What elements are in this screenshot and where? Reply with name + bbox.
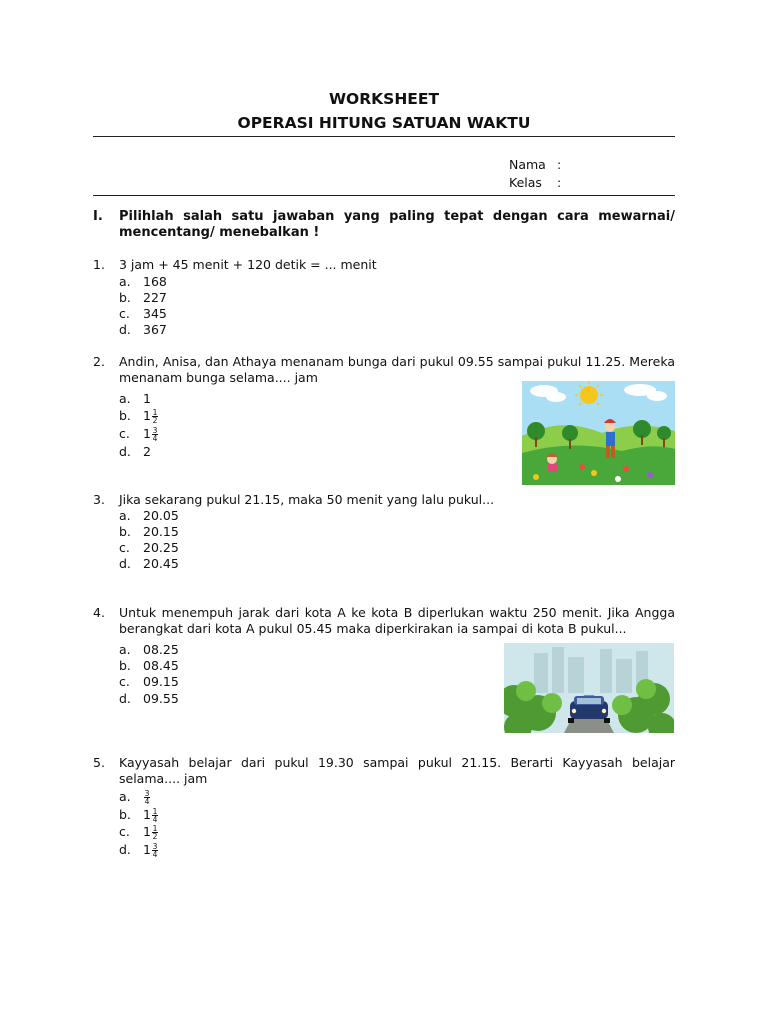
- option-whole: 1: [143, 408, 151, 423]
- option-b[interactable]: [119, 524, 179, 540]
- option-c[interactable]: [119, 540, 179, 556]
- section-number: I.: [93, 209, 103, 224]
- option-letter: b.: [119, 807, 131, 822]
- option-letter: c.: [119, 306, 130, 321]
- fraction-numerator: 1: [152, 408, 158, 417]
- option-d[interactable]: [119, 556, 179, 572]
- kelas-colon: :: [557, 175, 562, 190]
- option-value: 20.15: [143, 524, 179, 539]
- option-letter: a.: [119, 508, 131, 523]
- option-fraction: [152, 808, 158, 823]
- option-b[interactable]: [119, 807, 158, 823]
- option-letter: b.: [119, 524, 131, 539]
- option-letter: a.: [119, 642, 131, 657]
- option-c[interactable]: [119, 306, 167, 322]
- option-fraction: [152, 409, 158, 424]
- fraction-denominator: 4: [152, 815, 158, 824]
- option-whole: 1: [143, 807, 151, 822]
- option-fraction: [152, 825, 158, 840]
- fraction-denominator: 4: [144, 797, 150, 806]
- option-letter: a.: [119, 274, 131, 289]
- option-d[interactable]: [119, 322, 167, 338]
- question-number: 3.: [93, 492, 105, 507]
- option-value: 345: [143, 306, 167, 321]
- option-letter: c.: [119, 674, 130, 689]
- option-letter: c.: [119, 540, 130, 555]
- fraction-numerator: 3: [144, 789, 150, 798]
- question-number: 5.: [93, 755, 105, 770]
- title-divider: [93, 136, 675, 137]
- option-d[interactable]: [119, 842, 158, 858]
- option-fraction: [152, 427, 158, 442]
- option-a[interactable]: [119, 274, 167, 290]
- option-value: 168: [143, 274, 167, 289]
- fraction-numerator: 3: [152, 426, 158, 435]
- option-letter: a.: [119, 391, 131, 406]
- kelas-label: Kelas: [509, 175, 542, 190]
- option-letter: d.: [119, 444, 131, 459]
- nama-label: Nama: [509, 157, 546, 172]
- option-whole: 2: [143, 444, 151, 459]
- fraction-denominator: 4: [152, 434, 158, 443]
- planting-illustration: [522, 381, 675, 485]
- question-text: Andin, Anisa, dan Athaya menanam bunga dari pukul 09.55 sampai pukul 11.25. Mereka menanam bunga selama.... jam: [119, 354, 675, 385]
- option-letter: c.: [119, 824, 130, 839]
- option-letter: a.: [119, 789, 131, 804]
- option-letter: d.: [119, 322, 131, 337]
- identity-divider: [93, 195, 675, 196]
- option-c[interactable]: [119, 426, 158, 442]
- option-value: 09.55: [143, 691, 179, 706]
- option-value: 367: [143, 322, 167, 337]
- option-whole: 1: [143, 391, 151, 406]
- kelas-field: [509, 175, 561, 190]
- option-fraction: [152, 843, 158, 858]
- option-a[interactable]: [119, 789, 150, 805]
- option-value: 08.25: [143, 642, 179, 657]
- option-letter: b.: [119, 658, 131, 673]
- question-text: Untuk menempuh jarak dari kota A ke kota B diperlukan waktu 250 menit. Jika Angga berangkat dari kota A pukul 05.45 maka diperkirakan ia sampai di kota B pukul...: [119, 605, 675, 636]
- fraction-numerator: 1: [152, 824, 158, 833]
- nama-field: [509, 157, 561, 172]
- fraction-denominator: 4: [152, 850, 158, 859]
- option-letter: d.: [119, 842, 131, 857]
- option-fraction: [144, 790, 150, 805]
- option-b[interactable]: [119, 408, 158, 424]
- option-letter: b.: [119, 408, 131, 423]
- option-value: 09.15: [143, 674, 179, 689]
- option-letter: c.: [119, 426, 130, 441]
- option-whole: 1: [143, 426, 151, 441]
- option-a[interactable]: [119, 642, 179, 658]
- question-text: Kayyasah belajar dari pukul 19.30 sampai pukul 21.15. Berarti Kayyasah belajar selama.... jam: [119, 755, 675, 786]
- option-c[interactable]: [119, 824, 158, 840]
- option-whole: 1: [143, 842, 151, 857]
- question-number: 1.: [93, 257, 105, 272]
- car-city-illustration: [504, 643, 674, 733]
- option-letter: d.: [119, 691, 131, 706]
- fraction-numerator: 3: [152, 842, 158, 851]
- worksheet-subtitle: OPERASI HITUNG SATUAN WAKTU: [237, 114, 531, 132]
- option-b[interactable]: [119, 290, 167, 306]
- option-a[interactable]: [119, 508, 179, 524]
- option-value: 20.25: [143, 540, 179, 555]
- question-number: 4.: [93, 605, 105, 620]
- option-letter: d.: [119, 556, 131, 571]
- question-text: Jika sekarang pukul 21.15, maka 50 menit yang lalu pukul...: [119, 492, 495, 507]
- option-whole: 1: [143, 824, 151, 839]
- nama-colon: :: [557, 157, 562, 172]
- option-value: 227: [143, 290, 167, 305]
- option-c[interactable]: [119, 674, 179, 690]
- option-a[interactable]: [119, 391, 151, 407]
- option-d[interactable]: [119, 691, 179, 707]
- fraction-denominator: 2: [152, 832, 158, 841]
- option-d[interactable]: [119, 444, 151, 460]
- option-value: 20.05: [143, 508, 179, 523]
- fraction-denominator: 2: [152, 416, 158, 425]
- question-number: 2.: [93, 354, 105, 369]
- fraction-numerator: 1: [152, 807, 158, 816]
- option-b[interactable]: [119, 658, 179, 674]
- option-value: 08.45: [143, 658, 179, 673]
- option-value: 20.45: [143, 556, 179, 571]
- question-text: 3 jam + 45 menit + 120 detik = ... menit: [119, 257, 377, 272]
- worksheet-title: WORKSHEET: [328, 90, 440, 108]
- section-instruction-text: Pilihlah salah satu jawaban yang paling tepat dengan cara mewarnai/ mencentang/ menebalkan !: [119, 209, 675, 240]
- option-letter: b.: [119, 290, 131, 305]
